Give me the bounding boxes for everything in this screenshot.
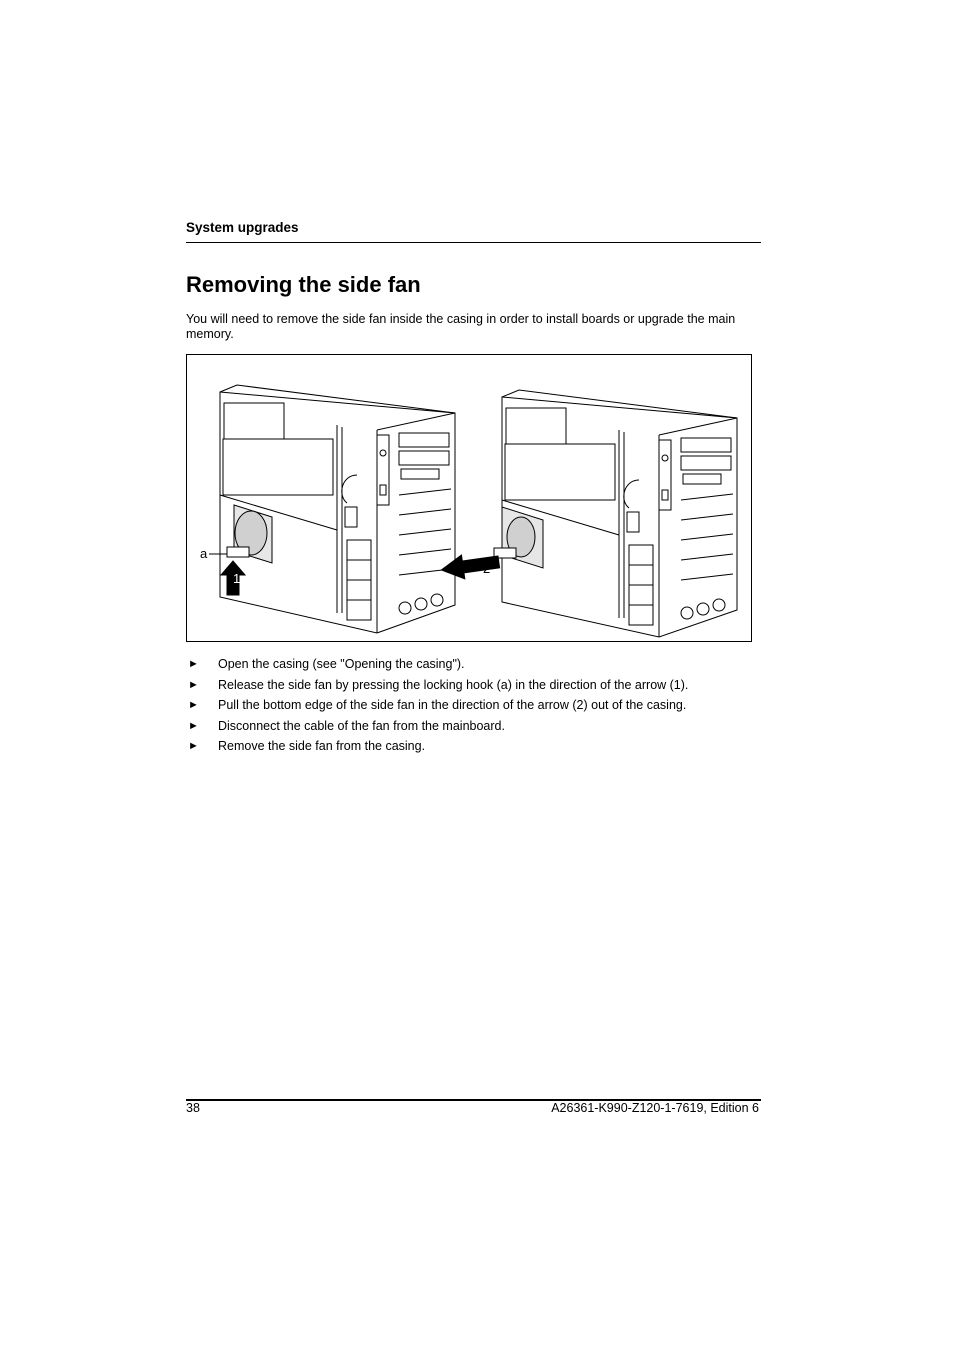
arrow-2-label: 2 xyxy=(483,561,491,576)
step-item xyxy=(186,718,756,739)
illustration-frame xyxy=(186,354,752,642)
step-text: Disconnect the cable of the fan from the mainboard. xyxy=(218,718,505,733)
bullet-arrow-icon: ► xyxy=(188,699,199,711)
side-fan-illustration xyxy=(187,355,751,641)
document-id: A26361-K990-Z120-1-7619, Edition 6 xyxy=(551,1101,759,1115)
section-header: System upgrades xyxy=(186,220,299,235)
step-item xyxy=(186,697,756,718)
header-rule xyxy=(186,242,761,243)
bullet-arrow-icon: ► xyxy=(188,719,199,732)
instruction-steps xyxy=(186,656,756,759)
step-item xyxy=(186,656,756,677)
step-item xyxy=(186,677,756,698)
step-text: Open the casing (see "Opening the casing"). xyxy=(218,657,465,671)
step-item xyxy=(186,738,756,759)
arrow-1-label: 1 xyxy=(233,571,241,586)
page-title: Removing the side fan xyxy=(186,272,421,297)
bullet-arrow-icon: ► xyxy=(188,740,199,752)
bullet-arrow-icon: ► xyxy=(188,658,199,670)
intro-paragraph: You will need to remove the side fan inside the casing in order to install boards or upgrade the main memory. xyxy=(186,312,736,341)
hook-label: a xyxy=(200,546,208,561)
step-text: Remove the side fan from the casing. xyxy=(218,739,426,753)
step-text: Pull the bottom edge of the side fan in the direction of the arrow (2) out of the casing. xyxy=(218,698,687,712)
page-number: 38 xyxy=(186,1101,200,1115)
step-text: Release the side fan by pressing the locking hook (a) in the direction of the arrow (1). xyxy=(218,677,689,692)
bullet-arrow-icon: ► xyxy=(188,678,199,691)
pc-casing-left xyxy=(209,385,455,633)
pc-casing-right xyxy=(440,390,737,637)
